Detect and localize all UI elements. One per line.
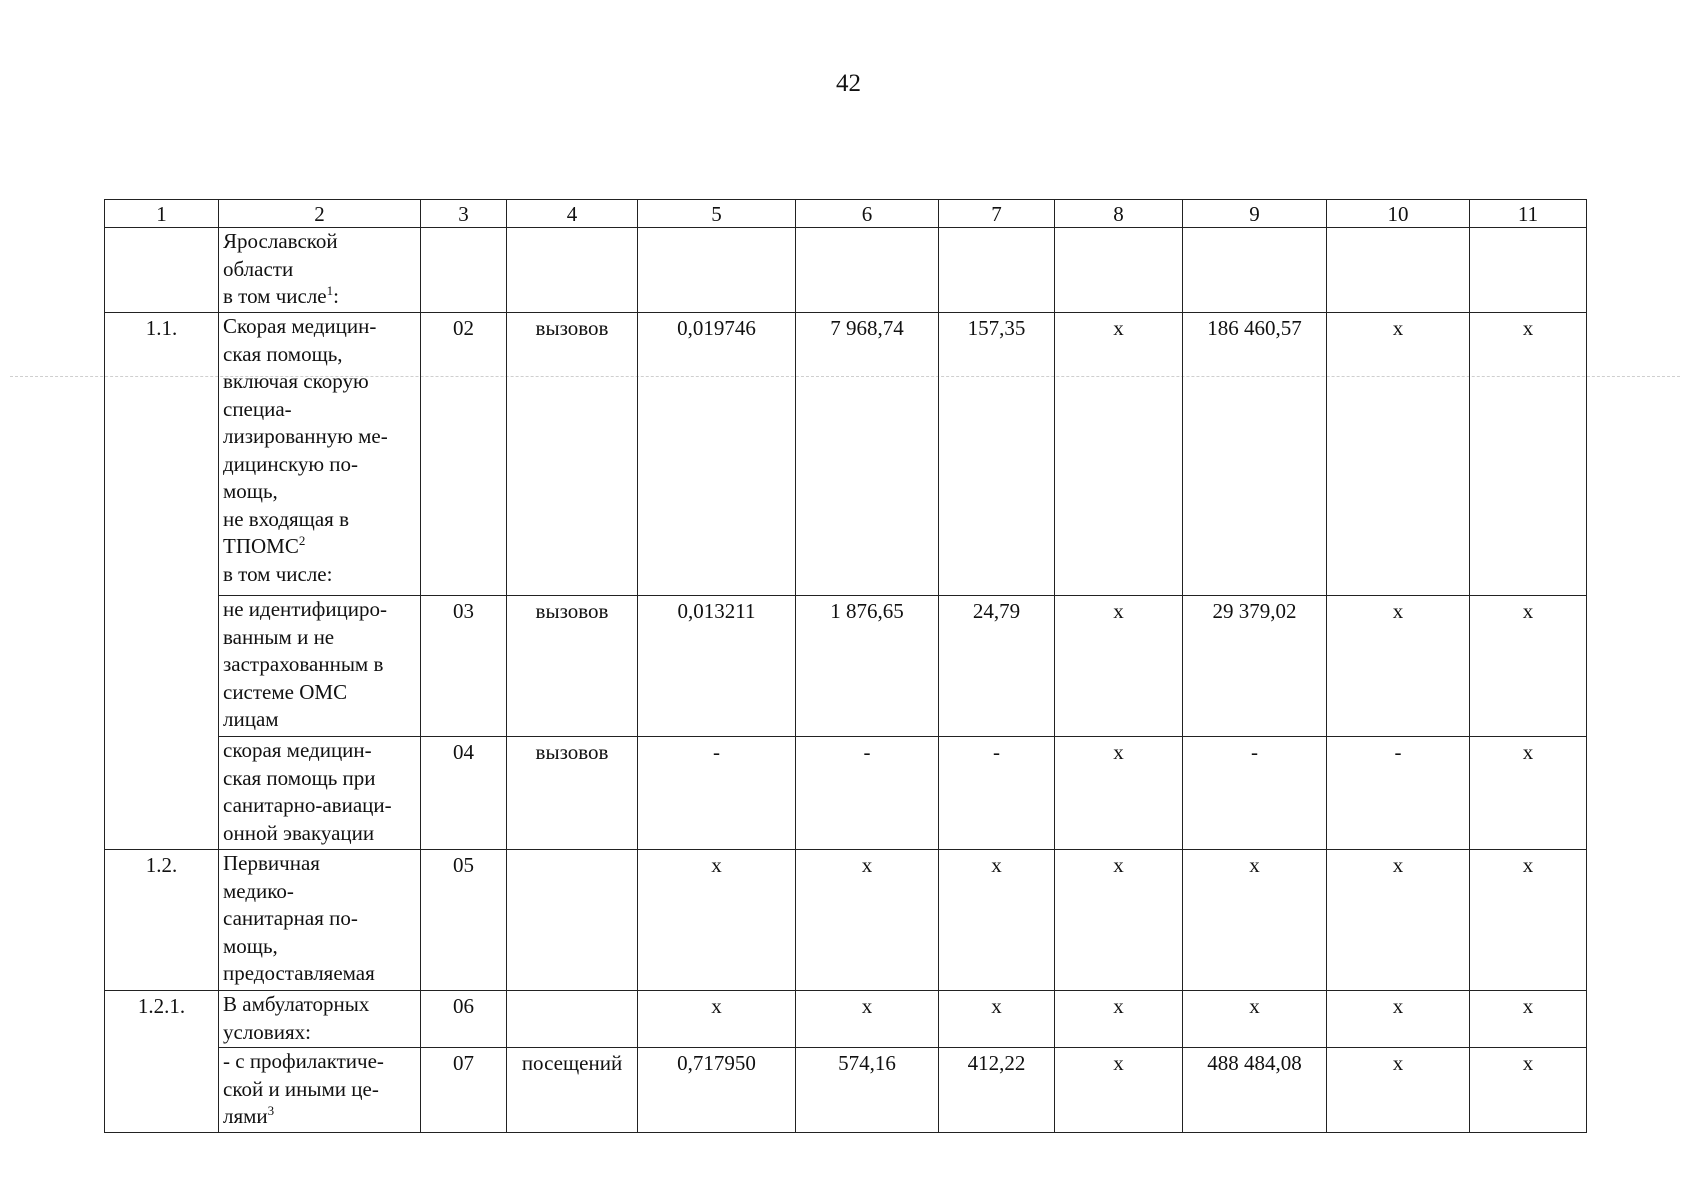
- cell-value: [939, 228, 1055, 313]
- cell-value: х: [1055, 850, 1183, 991]
- row-code: 02: [421, 313, 507, 596]
- cell-value: -: [1327, 737, 1470, 850]
- row-code: [421, 228, 507, 313]
- column-header: 5: [638, 200, 796, 228]
- row-unit: вызовов: [507, 737, 638, 850]
- column-header: 11: [1470, 200, 1587, 228]
- cell-value: х: [1055, 1048, 1183, 1133]
- column-header: 7: [939, 200, 1055, 228]
- row-label: скорая медицин- ская помощь при санитарно-авиаци- онной эвакуации: [219, 737, 421, 850]
- table-row: [105, 991, 1587, 1048]
- cell-value: х: [939, 850, 1055, 991]
- row-label: не идентифициро- ванным и не застрахованным в системе ОМС лицам: [219, 596, 421, 737]
- cell-value: [1183, 228, 1327, 313]
- row-label: Первичная медико- санитарная по- мощь, предоставляемая: [219, 850, 421, 991]
- table-row: [105, 596, 1587, 737]
- cell-value: х: [1055, 737, 1183, 850]
- column-header: 10: [1327, 200, 1470, 228]
- cell-value: 7 968,74: [796, 313, 939, 596]
- row-number: 1.2.: [105, 850, 219, 991]
- cell-value: х: [1470, 737, 1587, 850]
- cost-table: [104, 199, 1587, 1133]
- cell-value: 488 484,08: [1183, 1048, 1327, 1133]
- table-row: [105, 1048, 1587, 1133]
- row-unit: посещений: [507, 1048, 638, 1133]
- cell-value: х: [1055, 596, 1183, 737]
- row-code: 03: [421, 596, 507, 737]
- cell-value: х: [1327, 596, 1470, 737]
- cell-value: х: [796, 991, 939, 1048]
- cell-value: 186 460,57: [1183, 313, 1327, 596]
- cell-value: -: [939, 737, 1055, 850]
- cell-value: х: [939, 991, 1055, 1048]
- cell-value: -: [638, 737, 796, 850]
- column-header: 6: [796, 200, 939, 228]
- cell-value: 0,013211: [638, 596, 796, 737]
- column-number-row: [105, 200, 1587, 228]
- row-label: - с профилактиче- ской и иными це- лями$^3$: [219, 1048, 421, 1133]
- row-label: В амбулаторных условиях:: [219, 991, 421, 1048]
- cell-value: х: [1470, 991, 1587, 1048]
- cell-value: 0,717950: [638, 1048, 796, 1133]
- row-number: [105, 228, 219, 313]
- cell-value: [796, 228, 939, 313]
- row-code: 05: [421, 850, 507, 991]
- cell-value: [1470, 228, 1587, 313]
- row-code: 07: [421, 1048, 507, 1133]
- cell-value: -: [796, 737, 939, 850]
- row-code: 06: [421, 991, 507, 1048]
- row-code: 04: [421, 737, 507, 850]
- cell-value: 574,16: [796, 1048, 939, 1133]
- row-unit: вызовов: [507, 596, 638, 737]
- page-number: 42: [836, 70, 861, 97]
- row-number: 1.2.1.: [105, 991, 219, 1133]
- cell-value: х: [1470, 596, 1587, 737]
- row-label: Скорая медицин- ская помощь, включая скорую специа- лизированную ме- дицинскую по- мощь, не входящая в ТПОМС$^2$ в том числе:: [219, 313, 421, 596]
- cell-value: х: [1055, 313, 1183, 596]
- cell-value: х: [638, 850, 796, 991]
- row-unit: [507, 991, 638, 1048]
- cell-value: 157,35: [939, 313, 1055, 596]
- cell-value: -: [1183, 737, 1327, 850]
- row-unit: вызовов: [507, 313, 638, 596]
- cell-value: [1055, 228, 1183, 313]
- cell-value: [638, 228, 796, 313]
- table-row: [105, 228, 1587, 313]
- row-unit: [507, 228, 638, 313]
- cell-value: х: [1470, 313, 1587, 596]
- cell-value: 1 876,65: [796, 596, 939, 737]
- cell-value: х: [1055, 991, 1183, 1048]
- column-header: 8: [1055, 200, 1183, 228]
- column-header: 3: [421, 200, 507, 228]
- row-label: Ярославской области в том числе$^1$:: [219, 228, 421, 313]
- cell-value: х: [1183, 991, 1327, 1048]
- cell-value: х: [1470, 1048, 1587, 1133]
- row-number: 1.1.: [105, 313, 219, 850]
- cell-value: 24,79: [939, 596, 1055, 737]
- column-header: 9: [1183, 200, 1327, 228]
- cell-value: х: [1327, 850, 1470, 991]
- table-row: [105, 313, 1587, 596]
- cell-value: х: [1327, 1048, 1470, 1133]
- column-header: 2: [219, 200, 421, 228]
- row-unit: [507, 850, 638, 991]
- cell-value: [1327, 228, 1470, 313]
- cell-value: х: [796, 850, 939, 991]
- cell-value: 29 379,02: [1183, 596, 1327, 737]
- cell-value: 412,22: [939, 1048, 1055, 1133]
- cell-value: х: [1183, 850, 1327, 991]
- table-row: [105, 737, 1587, 850]
- cell-value: х: [1470, 850, 1587, 991]
- cell-value: х: [638, 991, 796, 1048]
- column-header: 1: [105, 200, 219, 228]
- cell-value: х: [1327, 313, 1470, 596]
- column-header: 4: [507, 200, 638, 228]
- cell-value: 0,019746: [638, 313, 796, 596]
- table-row: [105, 850, 1587, 991]
- cell-value: х: [1327, 991, 1470, 1048]
